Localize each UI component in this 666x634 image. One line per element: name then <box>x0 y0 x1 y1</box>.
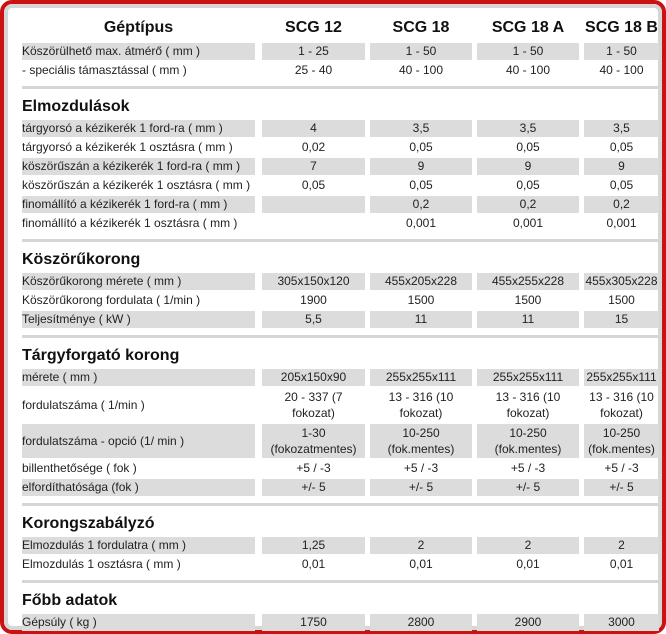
section-title: Elmozdulások <box>22 98 130 115</box>
row-value: +/- 5 <box>584 479 659 496</box>
value-line: 13 - 316 (10 <box>388 390 454 404</box>
row-value: +5 / -3 <box>604 461 639 475</box>
row-value <box>262 424 365 458</box>
row-value <box>584 424 659 458</box>
row-label-text: fordulatszáma ( 1/min ) <box>22 398 145 412</box>
row-value: +5 / -3 <box>510 461 546 475</box>
row-value: +/- 5 <box>262 479 365 496</box>
row-value: 1 - 50 <box>477 43 579 60</box>
row-value: 1 - 25 <box>262 43 365 60</box>
value-line: 13 - 316 (10 <box>589 390 654 404</box>
row-value: 0,001 <box>606 216 637 230</box>
row-value: 1900 <box>300 293 327 307</box>
row-label: finomállító a kézikerék 1 ford-ra ( mm ) <box>22 196 255 213</box>
spec-table <box>14 14 657 632</box>
row-value: 0,01 <box>301 557 326 571</box>
header-model: SCG 18 <box>392 19 450 36</box>
table-row <box>14 310 657 329</box>
value-line: (fok.mentes) <box>494 442 562 456</box>
row-value <box>370 388 472 422</box>
row-value <box>262 388 365 422</box>
table-row <box>14 368 657 387</box>
section-divider <box>22 335 659 338</box>
row-value <box>477 424 579 458</box>
row-value: 2900 <box>477 614 579 631</box>
row-value: 7 <box>262 158 365 175</box>
row-value: 3,5 <box>477 120 579 137</box>
row-label <box>22 424 255 458</box>
row-label: - speciális támasztással ( mm ) <box>22 63 187 77</box>
row-value: 0,2 <box>370 196 472 213</box>
table-row <box>14 555 657 574</box>
table-row <box>14 195 657 214</box>
value-line: fokozat) <box>399 406 443 420</box>
header-model: SCG 18 A <box>491 19 565 36</box>
row-value: 9 <box>477 158 579 175</box>
row-value: 40 - 100 <box>505 63 551 77</box>
row-value: 11 <box>370 311 472 328</box>
row-value: 1 - 50 <box>370 43 472 60</box>
row-value: 1500 <box>608 293 635 307</box>
row-value: 205x150x90 <box>262 369 365 386</box>
row-value: 1500 <box>407 293 435 307</box>
row-value: 40 - 100 <box>599 63 644 77</box>
table-row <box>14 119 657 138</box>
row-value: 5,5 <box>262 311 365 328</box>
row-value <box>262 215 365 232</box>
table-row <box>14 291 657 310</box>
value-line: 10-250 <box>402 426 440 440</box>
row-label: Teljesítménye ( kW ) <box>22 311 255 328</box>
header-row <box>14 14 657 42</box>
value-line: 20 - 337 (7 <box>284 390 343 404</box>
row-label: tárgyorsó a kézikerék 1 osztásra ( mm ) <box>22 140 233 154</box>
row-value: 455x255x228 <box>477 273 579 290</box>
row-value: 40 - 100 <box>398 63 444 77</box>
table-row <box>14 157 657 176</box>
row-value: 11 <box>477 311 579 328</box>
row-value: 4 <box>262 120 365 137</box>
row-value: 9 <box>370 158 472 175</box>
row-value <box>584 388 659 422</box>
row-label: billenthetősége ( fok ) <box>22 461 137 475</box>
value-line: fokozat) <box>292 406 335 420</box>
row-value: 255x255x111 <box>477 369 579 386</box>
row-value: 2 <box>584 537 659 554</box>
row-value: +/- 5 <box>477 479 579 496</box>
row-value: 1750 <box>262 614 365 631</box>
table-row <box>14 272 657 291</box>
row-value: 0,05 <box>301 178 326 192</box>
row-label: tárgyorsó a kézikerék 1 ford-ra ( mm ) <box>22 120 255 137</box>
row-value: 0,2 <box>477 196 579 213</box>
row-value: 2 <box>370 537 472 554</box>
table-row <box>14 61 657 80</box>
section-title: Korongszabályzó <box>22 515 155 532</box>
value-line: fokozat) <box>600 406 643 420</box>
value-line: (fok.mentes) <box>588 442 655 456</box>
row-value: 0,05 <box>516 178 540 192</box>
value-line: (fokozatmentes) <box>270 442 357 456</box>
row-value: +5 / -3 <box>296 461 331 475</box>
row-value: 1500 <box>514 293 542 307</box>
row-value: 3,5 <box>370 120 472 137</box>
row-value <box>262 196 365 213</box>
table-row <box>14 423 657 459</box>
section-title: Főbb adatok <box>22 592 118 609</box>
row-value: 3,5 <box>584 120 659 137</box>
value-line: 1-30 <box>301 426 326 440</box>
value-line: 10-250 <box>602 426 641 440</box>
row-value: 0,05 <box>409 178 433 192</box>
row-label: Gépsúly ( kg ) <box>22 614 255 631</box>
row-label: Köszörűkorong mérete ( mm ) <box>22 273 255 290</box>
row-value: 1,25 <box>262 537 365 554</box>
row-label: Elmozdulás 1 fordulatra ( mm ) <box>22 537 255 554</box>
row-value <box>477 388 579 422</box>
row-label: Köszörülhető max. átmérő ( mm ) <box>22 43 255 60</box>
section-title: Köszörűkorong <box>22 251 141 268</box>
row-value: 455x305x228 <box>585 274 658 288</box>
row-value: 0,01 <box>516 557 540 571</box>
row-label: mérete ( mm ) <box>22 369 255 386</box>
row-value: 0,01 <box>409 557 433 571</box>
table-row <box>14 138 657 157</box>
table-row <box>14 536 657 555</box>
row-label: Köszörűkorong fordulata ( 1/min ) <box>22 293 201 307</box>
row-value: 0,02 <box>301 140 326 154</box>
row-value: 2800 <box>370 614 472 631</box>
row-value: 0,05 <box>609 140 634 154</box>
row-label <box>22 388 255 422</box>
row-value: 0,001 <box>512 216 544 230</box>
spec-frame-inner <box>4 4 662 630</box>
row-value: 255x255x111 <box>370 369 472 386</box>
value-line: 13 - 316 (10 <box>495 390 561 404</box>
header-model: SCG 12 <box>285 19 342 36</box>
row-value: 0,01 <box>609 557 634 571</box>
row-value: 25 - 40 <box>294 63 333 77</box>
row-value: 15 <box>584 311 659 328</box>
value-line: (fok.mentes) <box>387 442 455 456</box>
header-label: Géptípus <box>103 19 174 36</box>
table-row <box>14 42 657 61</box>
table-row <box>14 613 657 632</box>
row-value: 1 - 50 <box>584 43 659 60</box>
row-value: 2 <box>477 537 579 554</box>
table-row <box>14 176 657 195</box>
row-value: 9 <box>584 158 659 175</box>
value-line: fokozat) <box>506 406 550 420</box>
row-label: köszörűszán a kézikerék 1 osztásra ( mm ) <box>22 178 251 192</box>
section-title: Tárgyforgató korong <box>22 347 180 364</box>
row-label: elfordíthatósága (fok ) <box>22 479 255 496</box>
row-value <box>370 424 472 458</box>
row-value: +/- 5 <box>370 479 472 496</box>
table-row <box>14 387 657 423</box>
table-row <box>14 478 657 497</box>
row-value: 0,05 <box>409 140 433 154</box>
section-divider <box>22 580 659 583</box>
row-value: 0,2 <box>584 196 659 213</box>
value-line: 10-250 <box>509 426 547 440</box>
row-value: 0,05 <box>609 178 634 192</box>
table-row <box>14 459 657 478</box>
row-value: 0,001 <box>405 216 437 230</box>
section-divider <box>22 239 659 242</box>
row-value: 455x205x228 <box>370 273 472 290</box>
row-label-text: fordulatszáma - opció (1/ min ) <box>22 434 185 448</box>
section-divider <box>22 503 659 506</box>
row-value: 0,05 <box>516 140 540 154</box>
row-value: 305x150x120 <box>262 273 365 290</box>
row-label: köszörűszán a kézikerék 1 ford-ra ( mm ) <box>22 158 255 175</box>
row-value: +5 / -3 <box>403 461 439 475</box>
row-label: Elmozdulás 1 osztásra ( mm ) <box>22 557 181 571</box>
header-model: SCG 18 B <box>585 19 658 36</box>
row-value: 3000 <box>584 614 659 631</box>
section-divider <box>22 86 659 89</box>
row-value: 255x255x111 <box>584 369 659 386</box>
table-row <box>14 214 657 233</box>
row-label: finomállító a kézikerék 1 osztásra ( mm ) <box>22 216 238 230</box>
